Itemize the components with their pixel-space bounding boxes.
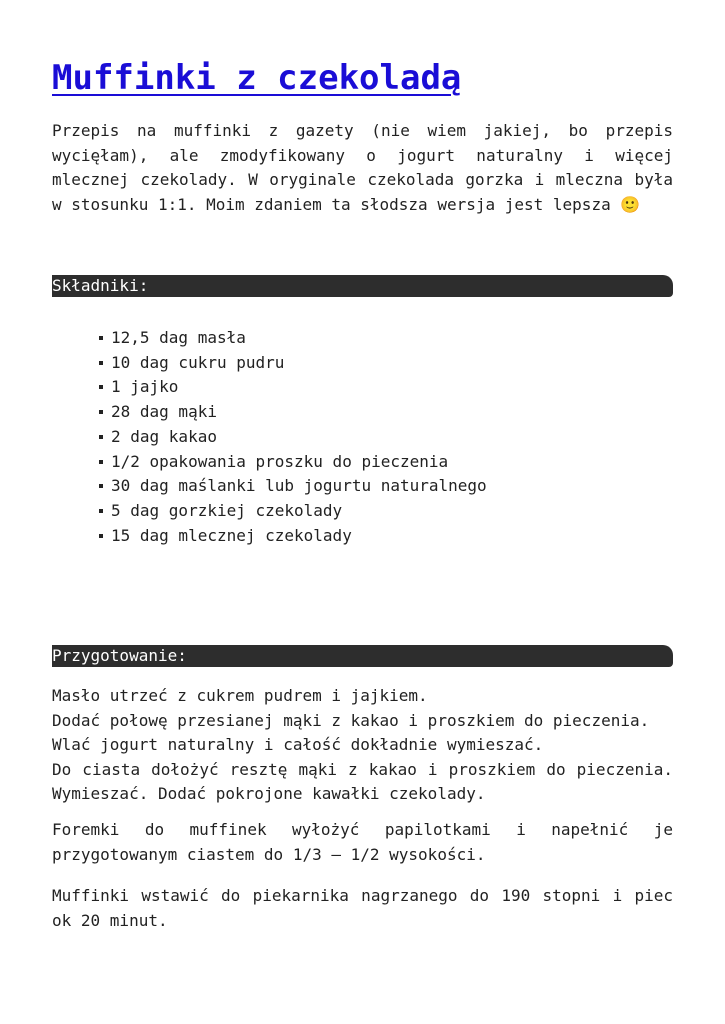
preparation-paragraph-1: [52, 684, 673, 807]
list-item: 5 dag gorzkiej czekolady: [98, 499, 487, 524]
list-item: 12,5 dag masła: [98, 326, 487, 351]
list-item: 1 jajko: [98, 375, 487, 400]
preparation-paragraph-2: Foremki do muffinek wyłożyć papilotkami i napełnić je przygotowanym ciastem do 1/3 – 1/2 wysokości.: [52, 820, 673, 864]
ingredients-list: [98, 326, 487, 548]
list-item: 2 dag kakao: [98, 425, 487, 450]
preparation-heading: [52, 645, 673, 667]
list-item: 15 dag mlecznej czekolady: [98, 524, 487, 549]
list-item: 30 dag maślanki lub jogurtu naturalnego: [98, 474, 487, 499]
preparation-step: Masło utrzeć z cukrem pudrem i jajkiem.: [52, 686, 428, 705]
list-item: 28 dag mąki: [98, 400, 487, 425]
list-item: 10 dag cukru pudru: [98, 351, 487, 376]
ingredients-heading: [52, 275, 673, 297]
preparation-step: Dodać połowę przesianej mąki z kakao i proszkiem do pieczenia.: [52, 710, 650, 730]
preparation-paragraph-3: Muffinki wstawić do piekarnika nagrzanego do 190 stopni i piec ok 20 minut.: [52, 886, 673, 930]
page-title[interactable]: Muffinki z czekoladą: [52, 58, 462, 98]
intro-paragraph: Przepis na muffinki z gazety (nie wiem jakiej, bo przepis wycięłam), ale zmodyfikowany o jogurt naturalny i więcej mlecznej czekolady. W oryginale czekolada gorzka i mleczna była w stosunku 1:1. Moim zdaniem ta słodsza wersja jest lepsza 🙂: [52, 121, 673, 214]
ingredients-heading-label: Składniki:: [52, 276, 149, 295]
preparation-heading-label: Przygotowanie:: [52, 646, 187, 665]
preparation-step: Wlać jogurt naturalny i całość dokładnie wymieszać.: [52, 735, 544, 754]
list-item: 1/2 opakowania proszku do pieczenia: [98, 450, 487, 475]
preparation-step: Do ciasta dołożyć resztę mąki z kakao i proszkiem do pieczenia. Wymieszać. Dodać pokrojone kawałki czekolady.: [52, 759, 673, 803]
